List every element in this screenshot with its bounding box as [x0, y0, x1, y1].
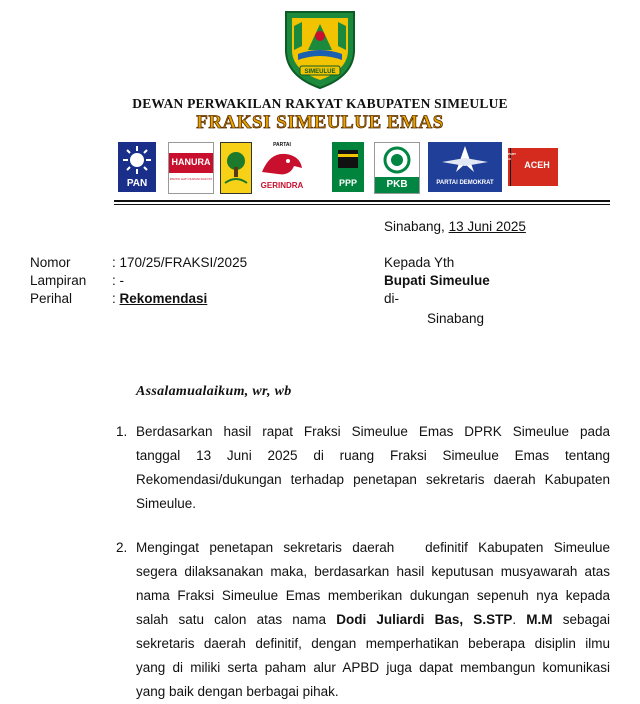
point-1-paragraph — [136, 420, 610, 516]
point-1-number: 1. — [116, 424, 128, 439]
point-1-line-4: Simeulue. — [136, 496, 197, 511]
hanura-sub: PARTAI HATI NURANI RAKYAT — [169, 177, 213, 181]
golkar-logo — [220, 142, 252, 194]
recipient-city: Sinabang — [427, 311, 485, 326]
recipient-greeting: Kepada Yth — [384, 255, 455, 270]
simeulue-regency-emblem — [280, 6, 360, 90]
point-2-number: 2. — [116, 540, 128, 555]
party-logo-row — [118, 142, 558, 194]
point-2-line-1: Mengingat penetapan sekretaris daerah definitif Kabupaten Simeulue — [136, 540, 610, 555]
point-2-line-4-a: salah satu calon atas nama — [136, 612, 337, 627]
place-date — [384, 218, 526, 236]
header-rule-thick — [114, 200, 610, 202]
hanura-logo — [168, 142, 214, 194]
recipient-name: Bupati Simeulue — [384, 273, 490, 288]
pkb-label: PKB — [386, 179, 408, 190]
perihal-subject: Rekomendasi — [119, 291, 208, 306]
candidate-name: Dodi Juliardi Bas, S.STP — [336, 612, 513, 627]
pkb-logo — [374, 142, 420, 194]
hanura-label: HANURA — [171, 157, 211, 167]
point-2-line-2: segera dilaksanakan maka, berdasarkan hasil keputusan musyawarah atas — [136, 564, 610, 579]
header-rule-thin — [114, 204, 610, 205]
point-1-line-3: Rekomendasi/dukungan terhadap penetapan sekretaris daerah Kabupaten — [136, 472, 610, 487]
kaaba-icon — [332, 142, 364, 176]
gerindra-label: GERINDRA — [260, 181, 304, 190]
gerindra-top: PARTAI — [273, 142, 291, 148]
letter-date: 13 Juni 2025 — [448, 219, 526, 234]
perihal-label: Perihal — [30, 291, 73, 306]
salutation: Assalamualaikum, wr, wb — [136, 384, 292, 399]
partai-aceh-logo — [508, 142, 558, 192]
candidate-degree: M.M — [526, 612, 553, 627]
pan-logo — [118, 142, 156, 192]
point-2-paragraph — [136, 536, 610, 704]
point-1-line-2: tanggal 13 Juni 2025 di ruang Fraksi Simeulue Emas tentang — [136, 448, 610, 463]
banyan-tree-icon — [221, 143, 251, 193]
point-2-line-4-e: sebagai — [552, 612, 610, 627]
ppp-logo — [332, 142, 364, 192]
globe-stars-icon — [375, 143, 419, 177]
point-2-line-7: yang baik dengan berbagai pihak. — [136, 684, 339, 699]
mercy-star-icon — [428, 142, 502, 178]
point-2-line-5: sekretaris daerah definitif, dengan memperhatikan beberapa disiplin ilmu — [136, 636, 610, 651]
point-2-line-3: nama Fraksi Simeulue Emas memberikan dukungan sepenuh nya kepada — [136, 588, 610, 603]
point-1-line-1: Berdasarkan hasil rapat Fraksi Simeulue Emas DPRK Simeulue pada — [136, 424, 610, 439]
nomor-label: Nomor — [30, 255, 71, 270]
demokrat-logo — [428, 142, 502, 192]
point-2-line-4 — [136, 608, 610, 632]
nomor-value: : 170/25/FRAKSI/2025 — [112, 255, 248, 270]
aceh-label: ACEH — [524, 160, 550, 170]
garuda-head-icon — [256, 148, 308, 182]
sun-icon — [118, 142, 156, 178]
place: Sinabang, — [384, 219, 449, 234]
faction-title: FRAKSI SIMEULUE EMAS — [196, 112, 444, 133]
perihal-value — [112, 290, 207, 308]
aceh-side: PARTAI — [508, 152, 516, 161]
lampiran-label: Lampiran — [30, 273, 87, 288]
point-2-line-6: yang di miliki serta paham alur APBD juga dapat membangun komunikasi — [136, 660, 610, 675]
perihal-colon: : — [112, 291, 120, 306]
recipient-di: di- — [384, 291, 400, 306]
pan-label: PAN — [126, 178, 148, 189]
ppp-label: PPP — [338, 178, 357, 188]
emblem-banner: SIMEULUE — [304, 69, 336, 75]
point-2-line-4-c: . — [512, 612, 527, 627]
gerindra-logo — [256, 142, 308, 192]
demokrat-label: PARTAI DEMOKRAT — [436, 180, 494, 186]
org-title: DEWAN PERWAKILAN RAKYAT KABUPATEN SIMEULUE — [132, 96, 508, 111]
lampiran-value: : - — [112, 273, 124, 288]
